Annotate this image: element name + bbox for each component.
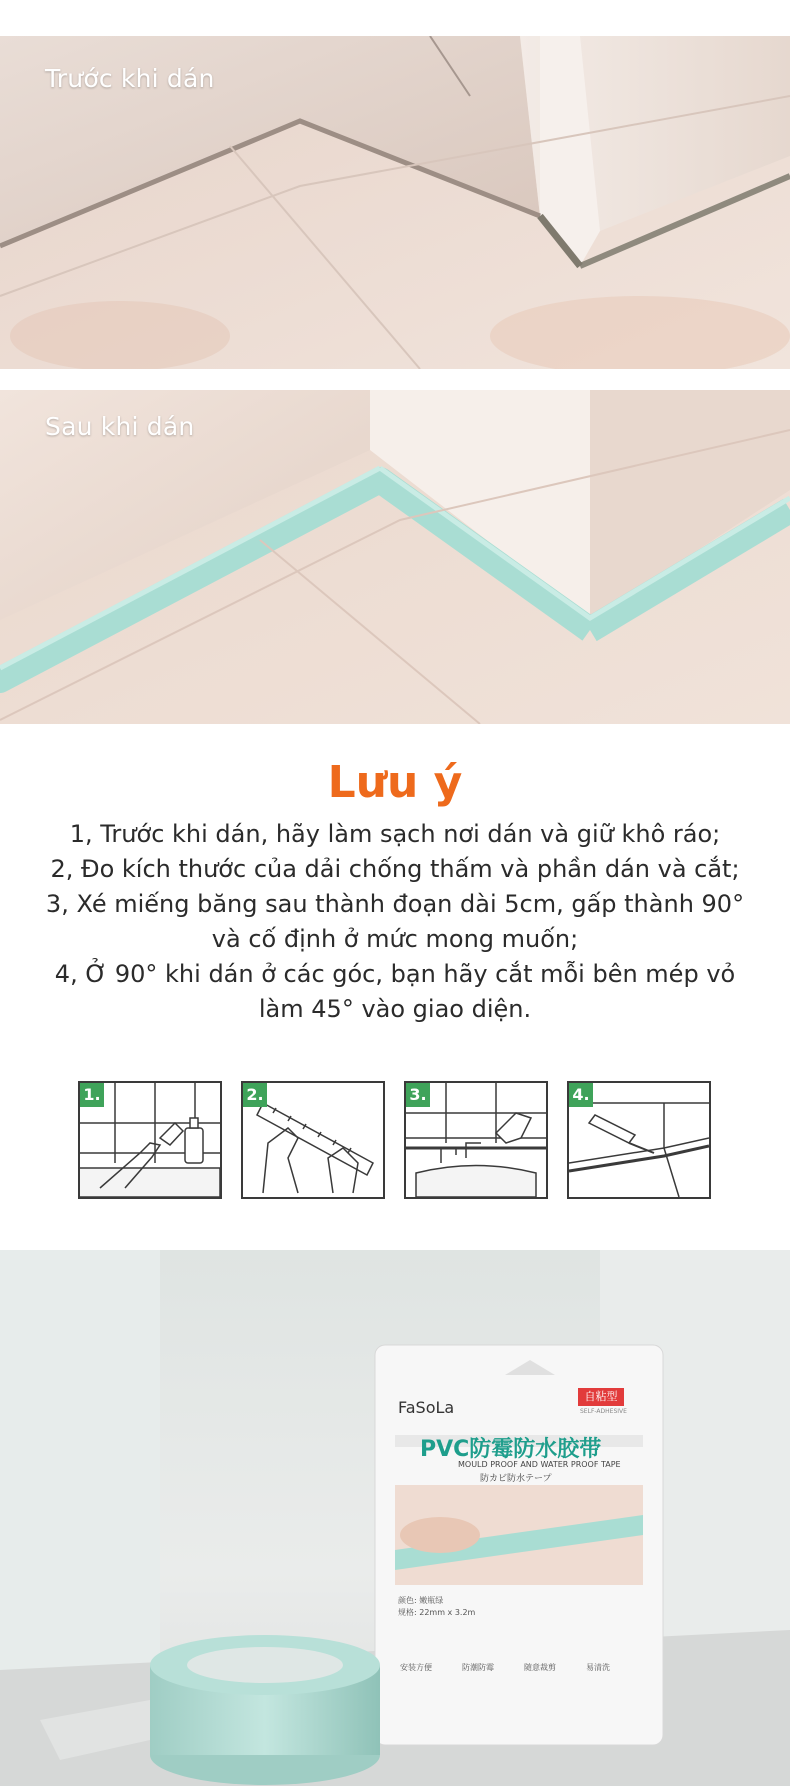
note-title: Lưu ý <box>327 757 463 808</box>
step-2-illustration <box>241 1081 385 1199</box>
note-line: làm 45° vào giao diện. <box>258 995 532 1023</box>
product-brand: FaSoLa <box>398 1398 455 1417</box>
after-photo <box>0 390 790 724</box>
product-title: PVC防霉防水胶带 <box>420 1437 602 1462</box>
product-photo-image <box>0 1250 790 1786</box>
product-spec-line: 规格: 22mm x 3.2m <box>398 1608 476 1617</box>
product-photo <box>0 1250 790 1786</box>
product-badge: 自粘型 <box>584 1390 618 1403</box>
step-3-illustration <box>404 1081 548 1199</box>
before-caption: Trước khi dán <box>45 64 215 93</box>
note-line: 4, Ở 90° khi dán ở các góc, bạn hãy cắt mỗi bên mép vỏ <box>54 960 736 988</box>
step-1-illustration <box>78 1081 222 1199</box>
product-feature: 安装方便 <box>400 1663 432 1672</box>
step-4-illustration <box>567 1081 711 1199</box>
step-3-badge: 3. <box>406 1083 430 1107</box>
note-line: 3, Xé miếng băng sau thành đoạn dài 5cm, gấp thành 90° <box>45 890 745 918</box>
product-feature: 易清洗 <box>586 1663 610 1672</box>
step-4-badge: 4. <box>569 1083 593 1107</box>
after-caption: Sau khi dán <box>45 412 195 441</box>
note-line: 2, Đo kích thước của dải chống thấm và phần dán và cắt; <box>50 855 740 883</box>
step-2-badge: 2. <box>243 1083 267 1107</box>
note-line: 1, Trước khi dán, hãy làm sạch nơi dán và giữ khô ráo; <box>69 820 721 848</box>
note-line: và cố định ở mức mong muốn; <box>211 925 579 953</box>
product-feature: 随意裁剪 <box>524 1663 556 1672</box>
step-illustrations <box>78 1081 718 1201</box>
product-badge-sub: SELF-ADHESIVE <box>580 1408 627 1415</box>
product-subtitle-jp: 防カビ防水テープ <box>480 1474 552 1484</box>
before-photo <box>0 36 790 369</box>
product-color-line: 颜色: 嫩瓶绿 <box>398 1596 444 1605</box>
step-1-badge: 1. <box>80 1083 104 1107</box>
product-subtitle-en: MOULD PROOF AND WATER PROOF TAPE <box>458 1460 621 1469</box>
note-list <box>20 817 770 1027</box>
product-feature: 防潮防霉 <box>462 1663 494 1672</box>
